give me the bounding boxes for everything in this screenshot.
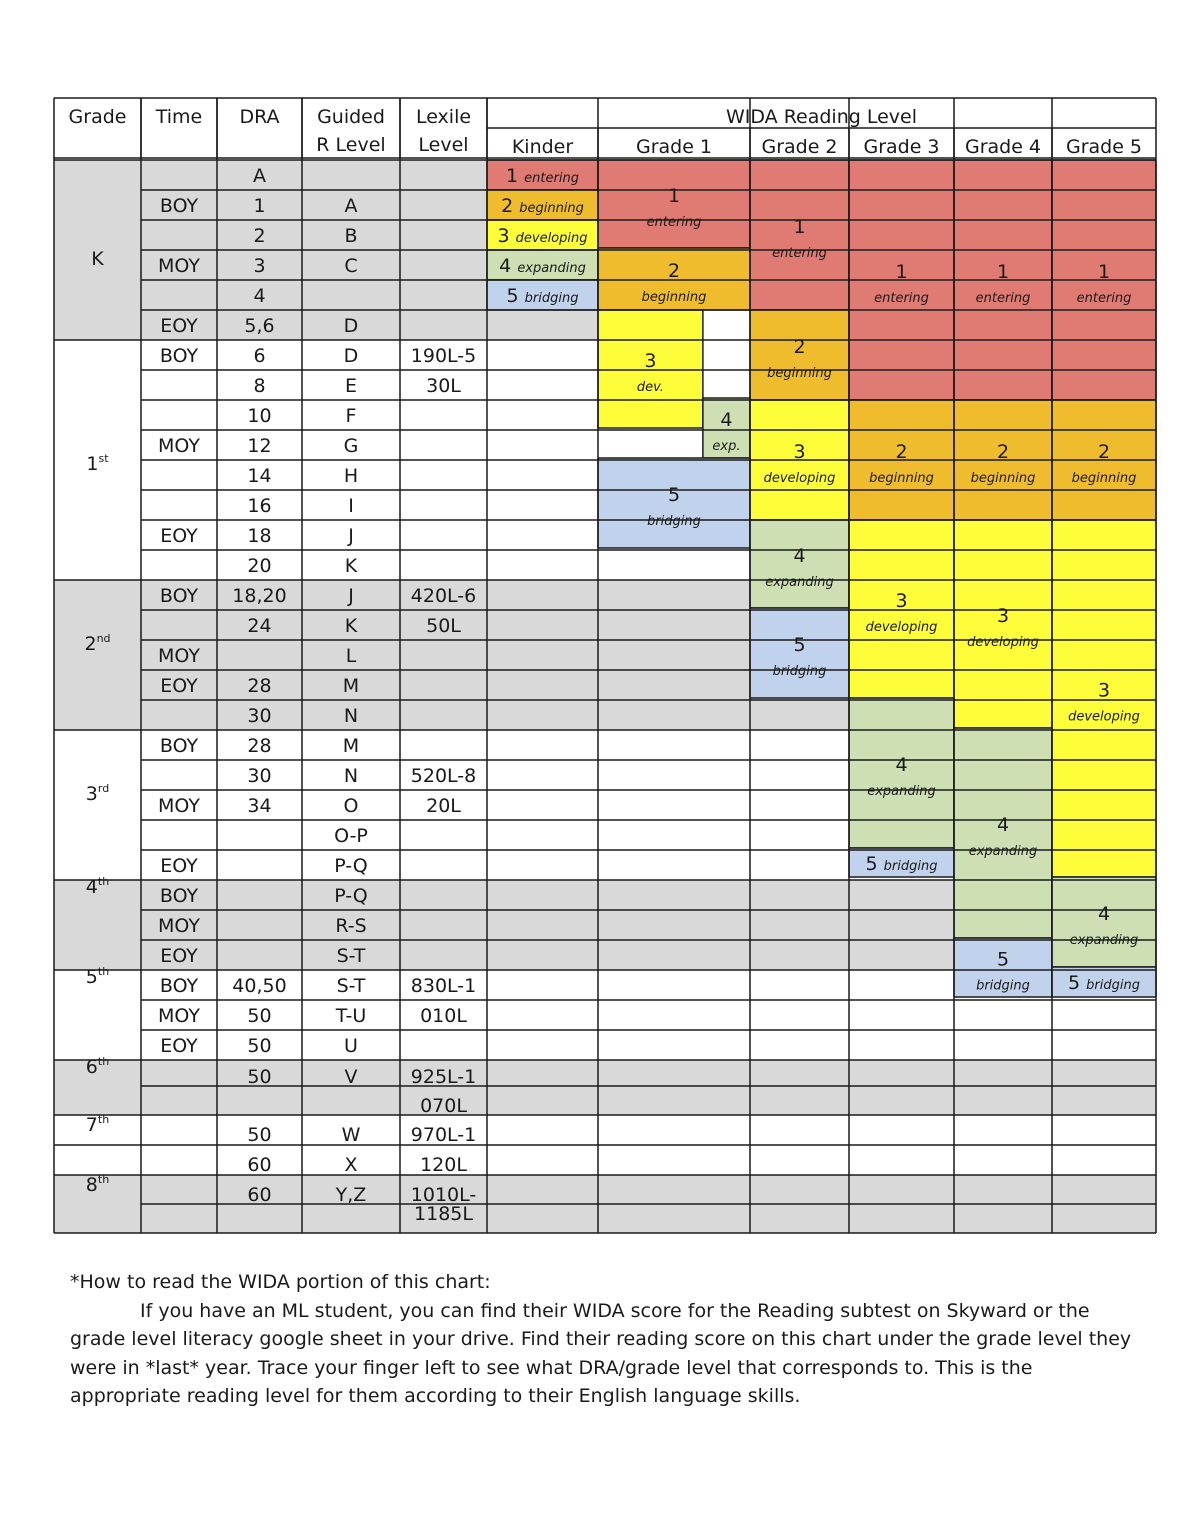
dra-value: 6 [253,345,266,367]
wida-level-name: developing [865,620,938,635]
header-wida-grade: Grade 2 [761,136,838,158]
grade-label-0: K [91,248,104,270]
notes-line-2: grade level literacy google sheet in your drive. Find their reading score on this chart under the grade level they [70,1328,1132,1350]
lexile-value: 420L-6 [410,585,477,607]
header-wida-grade: Grade 1 [635,136,713,158]
wida-level-name: beginning [641,290,707,305]
guided-value: C [344,255,358,277]
time-label: MOY [158,255,200,277]
guided-value: P-Q [334,885,368,907]
wida-level-number: 1 [996,261,1010,283]
dra-value: 3 [253,255,266,277]
lexile-value: 120L [420,1154,467,1176]
notes-line-1: If you have an ML student, you can find their WIDA score for the Reading subtest on Skyward or the [140,1299,1090,1322]
guided-value: G [343,435,359,457]
time-label: BOY [159,735,199,757]
lexile-value: 925L-1 [410,1066,477,1088]
dra-value: 50 [247,1066,272,1088]
header-wida: WIDA Reading Level [725,106,918,128]
dra-value: 60 [247,1154,272,1176]
wida-level-number: 1 [793,216,806,238]
wida-level-number: 4 [895,754,908,776]
wida-level-name: developing [763,471,836,486]
dra-value: 18 [247,525,272,547]
dra-value: A [253,165,266,187]
wida-level-number: 1 [667,185,681,207]
wida-level-name: beginning [1071,471,1137,486]
wida-label: 5 bridging [1068,972,1140,994]
header-guided-2: R Level [316,134,386,156]
wida-level-name: developing [967,635,1039,650]
header-wida-grade: Grade 3 [863,136,940,158]
grade-label-6: 6th [85,1055,110,1078]
guided-value: M [342,675,360,697]
dra-value: 40,50 [232,975,287,997]
wida-level-number: 2 [895,441,908,463]
time-label: EOY [160,855,198,877]
guided-value: S-T [336,975,366,997]
header-wida-grade: Kinder [511,136,574,158]
wida-level-number: 2 [667,260,681,282]
grade-label-1: 1st [86,452,109,475]
guided-value: T-U [335,1005,367,1027]
dra-value: 60 [247,1184,272,1206]
wida-level-name: beginning [869,471,934,486]
guided-value: K [344,615,358,637]
wida-level-name: bridging [772,664,827,679]
grade-label-8: 8th [85,1173,110,1196]
lexile-value: 970L-1 [410,1124,477,1146]
time-label: BOY [159,195,199,217]
time-label: BOY [159,345,199,367]
wida-row-shade [487,1060,1156,1115]
lexile-value: 1185L [414,1203,473,1225]
kinder-eoy-shade [487,310,598,340]
wida-level-number: 1 [1097,261,1111,283]
wida-level-name: entering [1076,291,1132,306]
lexile-value: 830L-1 [410,975,477,997]
wida-level-name: entering [772,246,827,261]
wida-level-number: 2 [793,336,806,358]
notes-section [70,1268,1140,1411]
wida-level-name: entering [646,215,702,230]
guided-value: H [343,465,359,487]
guided-value: M [342,735,360,757]
dra-value: 28 [247,675,272,697]
wida-level-name: bridging [976,978,1030,994]
header-dra: DRA [239,106,280,128]
lexile-value: 190L-5 [410,345,477,367]
guided-value: Y,Z [335,1184,367,1206]
guided-value: I [348,495,354,517]
wida-level-name: expanding [1069,933,1139,948]
dra-value: 50 [247,1035,272,1057]
dra-value: 2 [253,225,266,247]
dra-value: 16 [247,495,272,517]
time-label: EOY [160,315,198,337]
wida-level-name: beginning [970,471,1036,486]
wida-level-number: 4 [996,814,1010,836]
wida-level-name: entering [975,291,1031,306]
wida-label: 4 expanding [499,255,586,277]
lexile-value: 20L [426,795,461,817]
dra-value: 50 [247,1005,272,1027]
guided-value: E [344,375,358,397]
guided-value: V [344,1066,358,1088]
time-label: MOY [158,1005,200,1027]
notes-line-4: appropriate reading level for them according to their English language skills. [70,1385,801,1407]
guided-value: L [345,645,357,667]
dra-value: 18,20 [232,585,287,607]
dra-value: 12 [247,435,272,457]
dra-value: 20 [247,555,272,577]
wida-level-number: 3 [793,441,806,463]
wida-level-number: 3 [996,605,1010,627]
lexile-value: 070L [420,1095,467,1117]
header-guided-1: Guided [317,106,385,128]
grade-label-3: 3rd [85,782,110,805]
time-label: MOY [158,435,200,457]
dra-value: 24 [247,615,272,637]
dra-value: 30 [247,705,272,727]
guided-value: B [344,225,358,247]
lexile-value: 010L [420,1005,467,1027]
lexile-value: 520L-8 [410,765,477,787]
wida-level-number: 4 [1097,903,1111,925]
grade-label-4: 4th [85,875,110,898]
wida-level-number: 3 [644,350,657,372]
wida-level-number: 4 [793,545,806,567]
guided-value: S-T [336,945,366,967]
guided-value: D [343,315,359,337]
dra-value: 4 [253,285,266,307]
dra-value: 10 [247,405,272,427]
guided-value: A [344,195,358,217]
lexile-value: 1010L- [410,1184,477,1206]
wida-level-name: developing [1068,709,1140,725]
header-grade: Grade [68,106,127,128]
dra-value: 5,6 [244,315,275,337]
guided-value: J [348,585,354,607]
dra-value: 34 [247,795,272,817]
guided-value: K [344,555,358,577]
time-label: EOY [160,675,198,697]
time-label: MOY [158,645,200,667]
wida-label: 5 bridging [865,853,938,875]
wida-level-number: 2 [1097,441,1111,463]
time-label: BOY [159,585,199,607]
wida-level-name: bridging [647,514,701,529]
wida-level-number: 5 [793,634,806,656]
guided-value: R-S [335,915,367,937]
wida-level-name: expanding [765,575,834,590]
dra-value: 50 [247,1124,272,1146]
grade-label-7: 7th [85,1113,110,1136]
time-label: BOY [159,885,199,907]
dra-value: 8 [253,375,266,397]
guided-value: P-Q [334,855,368,877]
wida-level-name: beginning [767,366,832,381]
header-wida-grade: Grade 4 [964,136,1042,158]
grade-label-2: 2nd [84,632,111,655]
wida-level-name: dev. [636,380,664,395]
lexile-value: 50L [426,615,461,637]
header-lexile-2: Level [418,134,469,156]
notes-heading: *How to read the WIDA portion of this chart: [70,1271,491,1293]
time-label: EOY [160,1035,198,1057]
guided-value: O [343,795,359,817]
wida-level-number: 2 [996,441,1010,463]
wida-level-number: 5 [667,484,681,506]
wida-level-number: 1 [895,261,908,283]
wida-level-name: entering [874,291,929,306]
dra-value: 1 [253,195,266,217]
guided-value: D [343,345,359,367]
guided-value: X [344,1154,358,1176]
lexile-value: 30L [426,375,461,397]
header-wida-grade: Grade 5 [1065,136,1143,158]
guided-value: N [343,765,359,787]
time-label: EOY [160,525,198,547]
wida-label: 5 bridging [506,285,579,307]
wida-level-number: 3 [895,590,908,612]
wida-level-number: 3 [1097,679,1111,702]
wida-label: 3 developing [497,225,588,247]
guided-value: O-P [334,825,368,847]
time-label: MOY [158,795,200,817]
wida-level-name: expanding [867,784,936,799]
time-label: MOY [158,915,200,937]
wida-level-name: exp. [712,439,741,454]
dra-value: 14 [247,465,272,487]
wida-label: 2 beginning [501,195,584,217]
dra-value: 30 [247,765,272,787]
time-label: BOY [159,975,199,997]
guided-value: F [345,405,357,427]
notes-line-3: were in *last* year. Trace your finger left to see what DRA/grade level that corresponds to. This is the [70,1356,1033,1379]
wida-level-number: 4 [720,409,733,431]
wida-level-number: 5 [996,948,1010,971]
header-lexile-1: Lexile [415,106,472,128]
dra-value: 28 [247,735,272,757]
wida-label: 1 entering [506,165,579,187]
guided-value: J [348,525,354,547]
guided-value: N [343,705,359,727]
time-label: EOY [160,945,198,967]
wida-level-name: expanding [968,844,1038,859]
guided-value: W [341,1124,361,1146]
guided-value: U [344,1035,358,1057]
header-time: Time [155,106,203,128]
grade-label-5: 5th [85,965,110,988]
